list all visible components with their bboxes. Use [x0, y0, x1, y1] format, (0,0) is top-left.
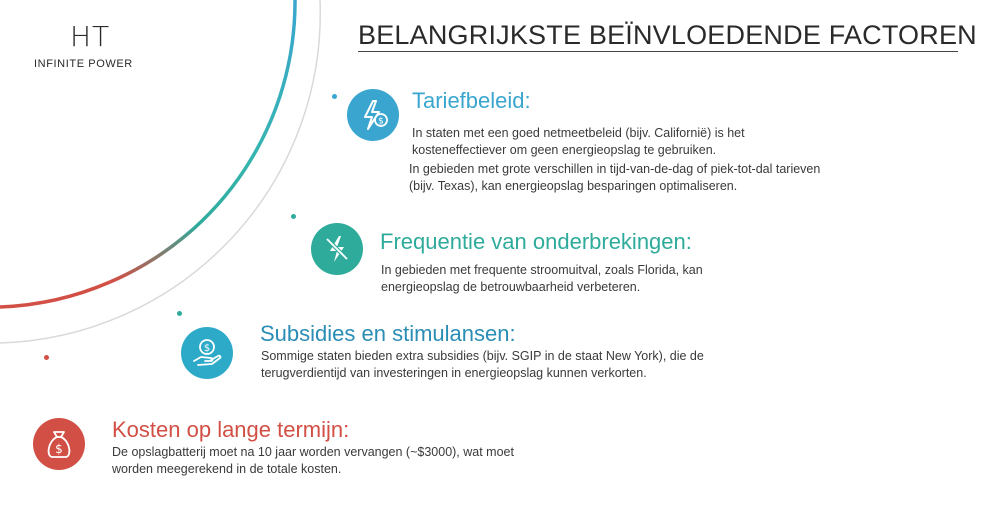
factor-text: De opslagbatterij moet na 10 jaar worden vervangen (~$3000), wat moet	[112, 445, 514, 459]
outer-gray-arc	[0, 0, 320, 343]
lightning-dollar-icon	[347, 89, 399, 141]
svg-text:$: $	[55, 442, 63, 456]
factor-text: (bijv. Texas), kan energieopslag besparingen optimaliseren.	[409, 179, 738, 193]
power-outage-icon	[311, 223, 363, 275]
factor-text: In staten met een goed netmeetbeleid (bijv. Californië) is het	[412, 126, 745, 140]
factor-heading-kosten: Kosten op lange termijn:	[112, 417, 350, 442]
factor-text: In gebieden met frequente stroomuitval, zoals Florida, kan	[381, 263, 703, 277]
dot-red	[44, 355, 49, 360]
factor-text: energieopslag de betrouwbaarheid verbeteren.	[381, 280, 641, 294]
dot-teal-2	[177, 311, 182, 316]
factor-text: kosteneffectiever om geen energieopslag te gebruiken.	[412, 143, 717, 157]
gradient-arc	[110, 0, 295, 282]
factor-text: worden meegerekend in de totale kosten.	[112, 462, 342, 476]
factor-text: Sommige staten bieden extra subsidies (bijv. SGIP in de staat New York), die de	[261, 349, 704, 363]
factor-text: terugverdientijd van investeringen in energieopslag kunnen verkorten.	[261, 366, 647, 380]
title-underline	[358, 51, 958, 52]
logo-text: INFINITE POWER	[34, 58, 133, 70]
factor-text: In gebieden met grote verschillen in tijd-van-de-dag of piek-tot-dal tarieven	[409, 162, 821, 176]
factor-heading-frequentie: Frequentie van onderbrekingen:	[380, 229, 692, 254]
subsidy-hand-dollar-icon	[181, 327, 233, 379]
factor-heading-subsidies: Subsidies en stimulansen:	[260, 321, 516, 346]
dot-blue	[332, 94, 337, 99]
svg-text:$: $	[203, 343, 211, 354]
dot-teal	[291, 214, 296, 219]
money-bag-icon	[33, 418, 85, 470]
logo-mark: HT	[70, 20, 111, 53]
svg-text:$: $	[378, 116, 384, 127]
factor-heading-tariefbeleid: Tariefbeleid:	[412, 88, 531, 113]
red-arc-segment	[0, 282, 110, 307]
page-title: BELANGRIJKSTE BEÏNVLOEDENDE FACTOREN	[358, 20, 977, 50]
